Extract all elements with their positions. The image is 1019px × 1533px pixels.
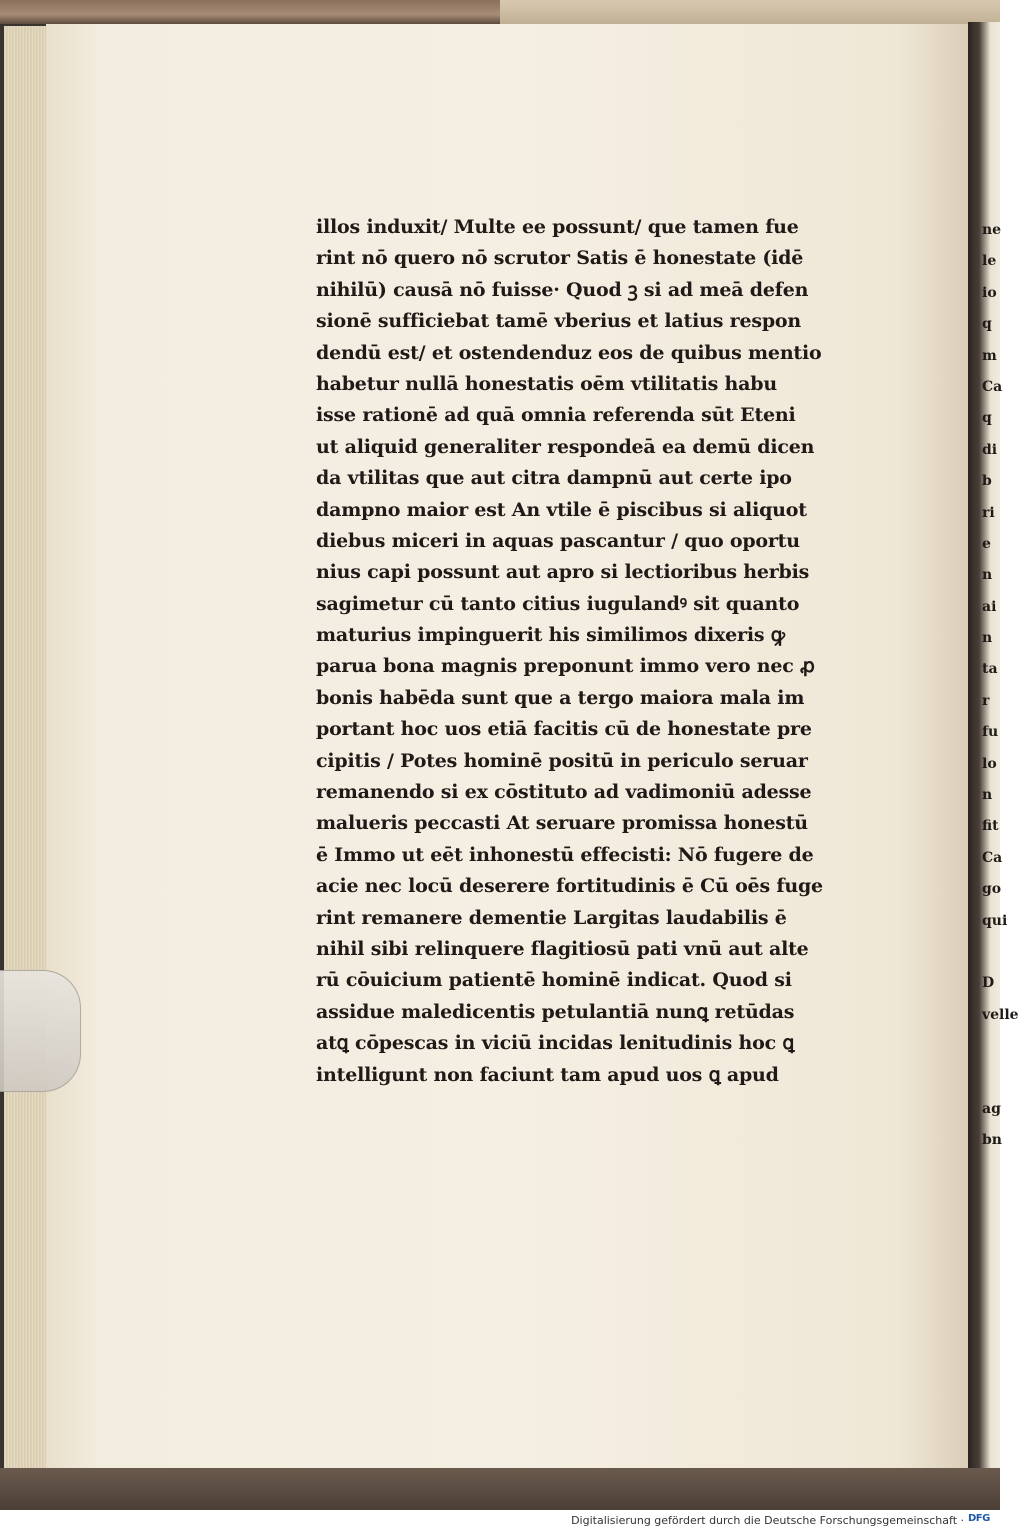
text-line: intelligunt non faciunt tam apud uos ꝗ apud bbox=[316, 1063, 779, 1086]
margin-fragment: fu bbox=[982, 724, 999, 741]
digitization-notice: Digitalisierung gefördert durch die Deutsche Forschungsgemeinschaft · bbox=[571, 1514, 964, 1527]
margin-fragment: fit bbox=[982, 818, 999, 835]
page-text bbox=[316, 212, 916, 1091]
text-line: cipitis / Potes hominē positū in periculo seruar bbox=[316, 749, 808, 772]
margin-fragment: ai bbox=[982, 598, 997, 615]
facing-page-margin-text bbox=[982, 215, 1019, 1157]
text-line: atꝗ cōpescas in viciū incidas lenitudinis hoc ꝗ bbox=[316, 1032, 795, 1055]
margin-fragment bbox=[982, 1063, 1000, 1094]
text-line: sagimetur cū tanto citius iugulandꝰ sit quanto bbox=[316, 592, 800, 615]
margin-fragment: le bbox=[982, 253, 997, 270]
margin-fragment: qui bbox=[982, 912, 1008, 929]
text-line: sionē sufficiebat tamē vberius et latius respon bbox=[316, 310, 801, 333]
margin-fragment: e bbox=[982, 535, 991, 552]
text-line: rint nō quero nō scrutor Satis ē honestate (idē bbox=[316, 247, 804, 270]
dfg-logo: DFG bbox=[968, 1513, 990, 1524]
margin-fragment: n bbox=[982, 787, 993, 804]
text-line: portant hoc uos etiā facitis cū de honestate pre bbox=[316, 718, 812, 741]
text-line: illos induxit/ Multe ee possunt/ que tamen fue bbox=[316, 216, 799, 238]
page-edges bbox=[4, 26, 49, 1470]
margin-fragment: m bbox=[982, 347, 997, 364]
text-line: rū cōuicium patientē hominē indicat. Quod si bbox=[316, 969, 792, 992]
text-line: dampno maior est An vtile ē piscibus si aliquot bbox=[316, 498, 807, 521]
margin-fragment: lo bbox=[982, 755, 997, 772]
margin-fragment: io bbox=[982, 284, 997, 301]
text-line: diebus miceri in aquas pascantur / quo oportu bbox=[316, 529, 800, 552]
margin-fragment: q bbox=[982, 316, 992, 333]
text-line: isse rationē ad quā omnia referenda sūt Eteni bbox=[316, 404, 796, 427]
margin-fragment: Ca bbox=[982, 849, 1003, 866]
text-line: rint remanere dementie Largitas laudabilis ē bbox=[316, 906, 787, 929]
text-line: habetur nullā honestatis oēm vtilitatis habu bbox=[316, 372, 777, 395]
margin-fragment: ag bbox=[982, 1100, 1001, 1117]
margin-fragment: Ca bbox=[982, 378, 1003, 395]
cover-board-bottom bbox=[0, 1468, 1000, 1510]
text-line: da vtilitas que aut citra dampnū aut certe ipo bbox=[316, 467, 792, 490]
text-line: assidue maledicentis petulantiā nunꝗ retūdas bbox=[316, 1000, 795, 1023]
page-clip bbox=[0, 970, 81, 1092]
margin-fragment: n bbox=[982, 630, 993, 647]
margin-fragment: r bbox=[982, 692, 990, 709]
text-line: dendū est/ et ostendenduz eos de quibus mentio bbox=[316, 341, 822, 364]
footer-bar bbox=[0, 1510, 1000, 1533]
margin-fragment: di bbox=[982, 441, 998, 458]
text-line: ut aliquid generaliter respondeā ea demū dicen bbox=[316, 435, 815, 458]
text-line: bonis habēda sunt que a tergo maiora mala im bbox=[316, 686, 805, 709]
text-line: nihilū) causā nō fuisse· Quod ꝫ si ad meā defen bbox=[316, 278, 809, 301]
text-line: malueris peccasti At seruare promissa honestū bbox=[316, 812, 808, 835]
margin-fragment bbox=[982, 1031, 1000, 1062]
margin-fragment: D bbox=[982, 975, 995, 992]
margin-fragment: b bbox=[982, 473, 992, 490]
facing-page-top bbox=[500, 0, 1000, 26]
text-line: nihil sibi relinquere flagitiosū pati vnū aut alte bbox=[316, 937, 809, 960]
margin-fragment bbox=[982, 937, 1000, 968]
margin-fragment: ta bbox=[982, 661, 998, 678]
margin-fragment: velle bbox=[982, 1006, 1019, 1023]
margin-fragment: ri bbox=[982, 504, 995, 521]
margin-fragment: q bbox=[982, 410, 992, 427]
margin-fragment: ne bbox=[982, 222, 1002, 238]
text-line: remanendo si ex cōstituto ad vadimoniū adesse bbox=[316, 781, 812, 804]
margin-fragment: n bbox=[982, 567, 993, 584]
text-line: maturius impinguerit his similimos dixeris ꝙ bbox=[316, 624, 785, 647]
margin-fragment: go bbox=[982, 881, 1002, 898]
margin-fragment: bn bbox=[982, 1132, 1002, 1149]
text-line: nius capi possunt aut apro si lectioribus herbis bbox=[316, 561, 810, 584]
text-line: acie nec locū deserere fortitudinis ē Cū oēs fuge bbox=[316, 875, 823, 898]
text-line: parua bona magnis preponunt immo vero nec ꝓ bbox=[316, 655, 815, 678]
text-line: ē Immo ut eēt inhonestū effecisti: Nō fugere de bbox=[316, 843, 814, 866]
